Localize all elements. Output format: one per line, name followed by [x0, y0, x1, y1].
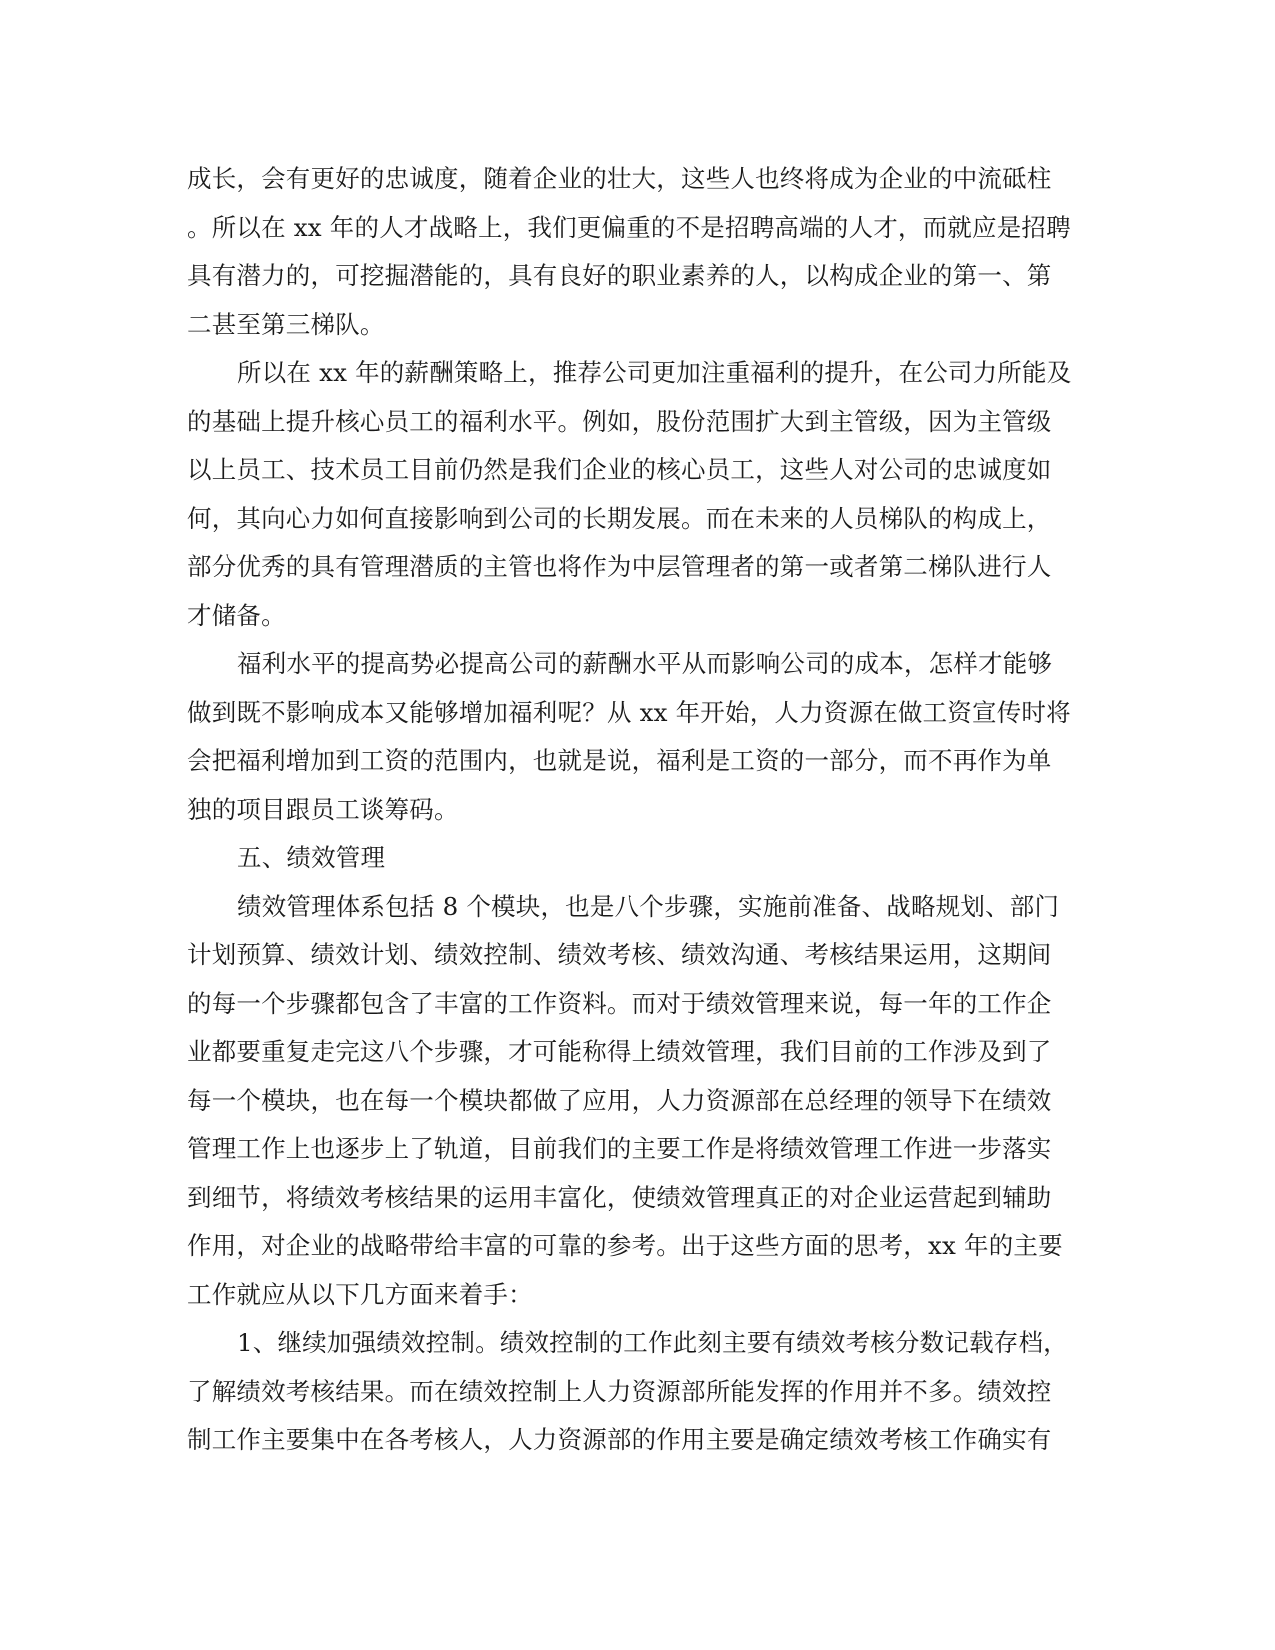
text-line: 管理工作上也逐步上了轨道，目前我们的主要工作是将绩效管理工作进一步落实 — [187, 1134, 1052, 1163]
text-line: 具有潜力的，可挖掘潜能的，具有良好的职业素养的人，以构成企业的第一、第 — [187, 261, 1052, 290]
text-line: 何，其向心力如何直接影响到公司的长期发展。而在未来的人员梯队的构成上， — [187, 503, 1052, 533]
text-line: 独的项目跟员工谈筹码。 — [187, 794, 459, 824]
text-line: 的每一个步骤都包含了丰富的工作资料。而对于绩效管理来说，每一年的工作企 — [187, 988, 1052, 1018]
text-line: 每一个模块，也在每一个模块都做了应用，人力资源部在总经理的领导下在绩效 — [187, 1085, 1052, 1115]
document-body — [187, 155, 1072, 1465]
text-line: 二甚至第三梯队。 — [187, 309, 385, 339]
text-line: 业都要重复走完这八个步骤，才可能称得上绩效管理，我们目前的工作涉及到了 — [187, 1037, 1052, 1066]
text-line: 绩效管理体系包括 8 个模块，也是八个步骤，实施前准备、战略规划、部门 — [237, 891, 1060, 921]
text-line: 才储备。 — [187, 600, 286, 630]
text-line: 到细节，将绩效考核结果的运用丰富化，使绩效管理真正的对企业运营起到辅助 — [187, 1182, 1052, 1212]
text-line: 做到既不影响成本又能够增加福利呢？从 xx 年开始，人力资源在做工资宣传时将 — [187, 697, 1071, 727]
text-line: 1、继续加强绩效控制。绩效控制的工作此刻主要有绩效考核分数记载存档， — [237, 1328, 1068, 1357]
text-line: 计划预算、绩效计划、绩效控制、绩效考核、绩效沟通、考核结果运用，这期间 — [187, 940, 1052, 969]
text-line: 所以在 xx 年的薪酬策略上，推荐公司更加注重福利的提升，在公司力所能及 — [237, 358, 1072, 387]
text-line: 了解绩效考核结果。而在绩效控制上人力资源部所能发挥的作用并不多。绩效控 — [187, 1376, 1052, 1406]
text-line: 成长，会有更好的忠诚度，随着企业的壮大，这些人也终将成为企业的中流砥柱 — [187, 164, 1052, 193]
text-line: 五、绩效管理 — [237, 843, 386, 872]
text-line: 作用，对企业的战略带给丰富的可靠的参考。出于这些方面的思考，xx 年的主要 — [187, 1231, 1063, 1260]
text-line: 会把福利增加到工资的范围内，也就是说，福利是工资的一部分，而不再作为单 — [187, 746, 1052, 775]
text-line: 制工作主要集中在各考核人，人力资源部的作用主要是确定绩效考核工作确实有 — [187, 1425, 1052, 1454]
text-line: 的基础上提升核心员工的福利水平。例如，股份范围扩大到主管级，因为主管级 — [187, 406, 1052, 436]
text-line: 。所以在 xx 年的人才战略上，我们更偏重的不是招聘高端的人才，而就应是招聘 — [187, 212, 1071, 242]
text-line: 部分优秀的具有管理潜质的主管也将作为中层管理者的第一或者第二梯队进行人 — [187, 552, 1052, 581]
text-line: 工作就应从以下几方面来着手： — [187, 1279, 533, 1309]
text-line: 福利水平的提高势必提高公司的薪酬水平从而影响公司的成本，怎样才能够 — [237, 649, 1053, 678]
text-line: 以上员工、技术员工目前仍然是我们企业的核心员工，这些人对公司的忠诚度如 — [187, 455, 1052, 484]
